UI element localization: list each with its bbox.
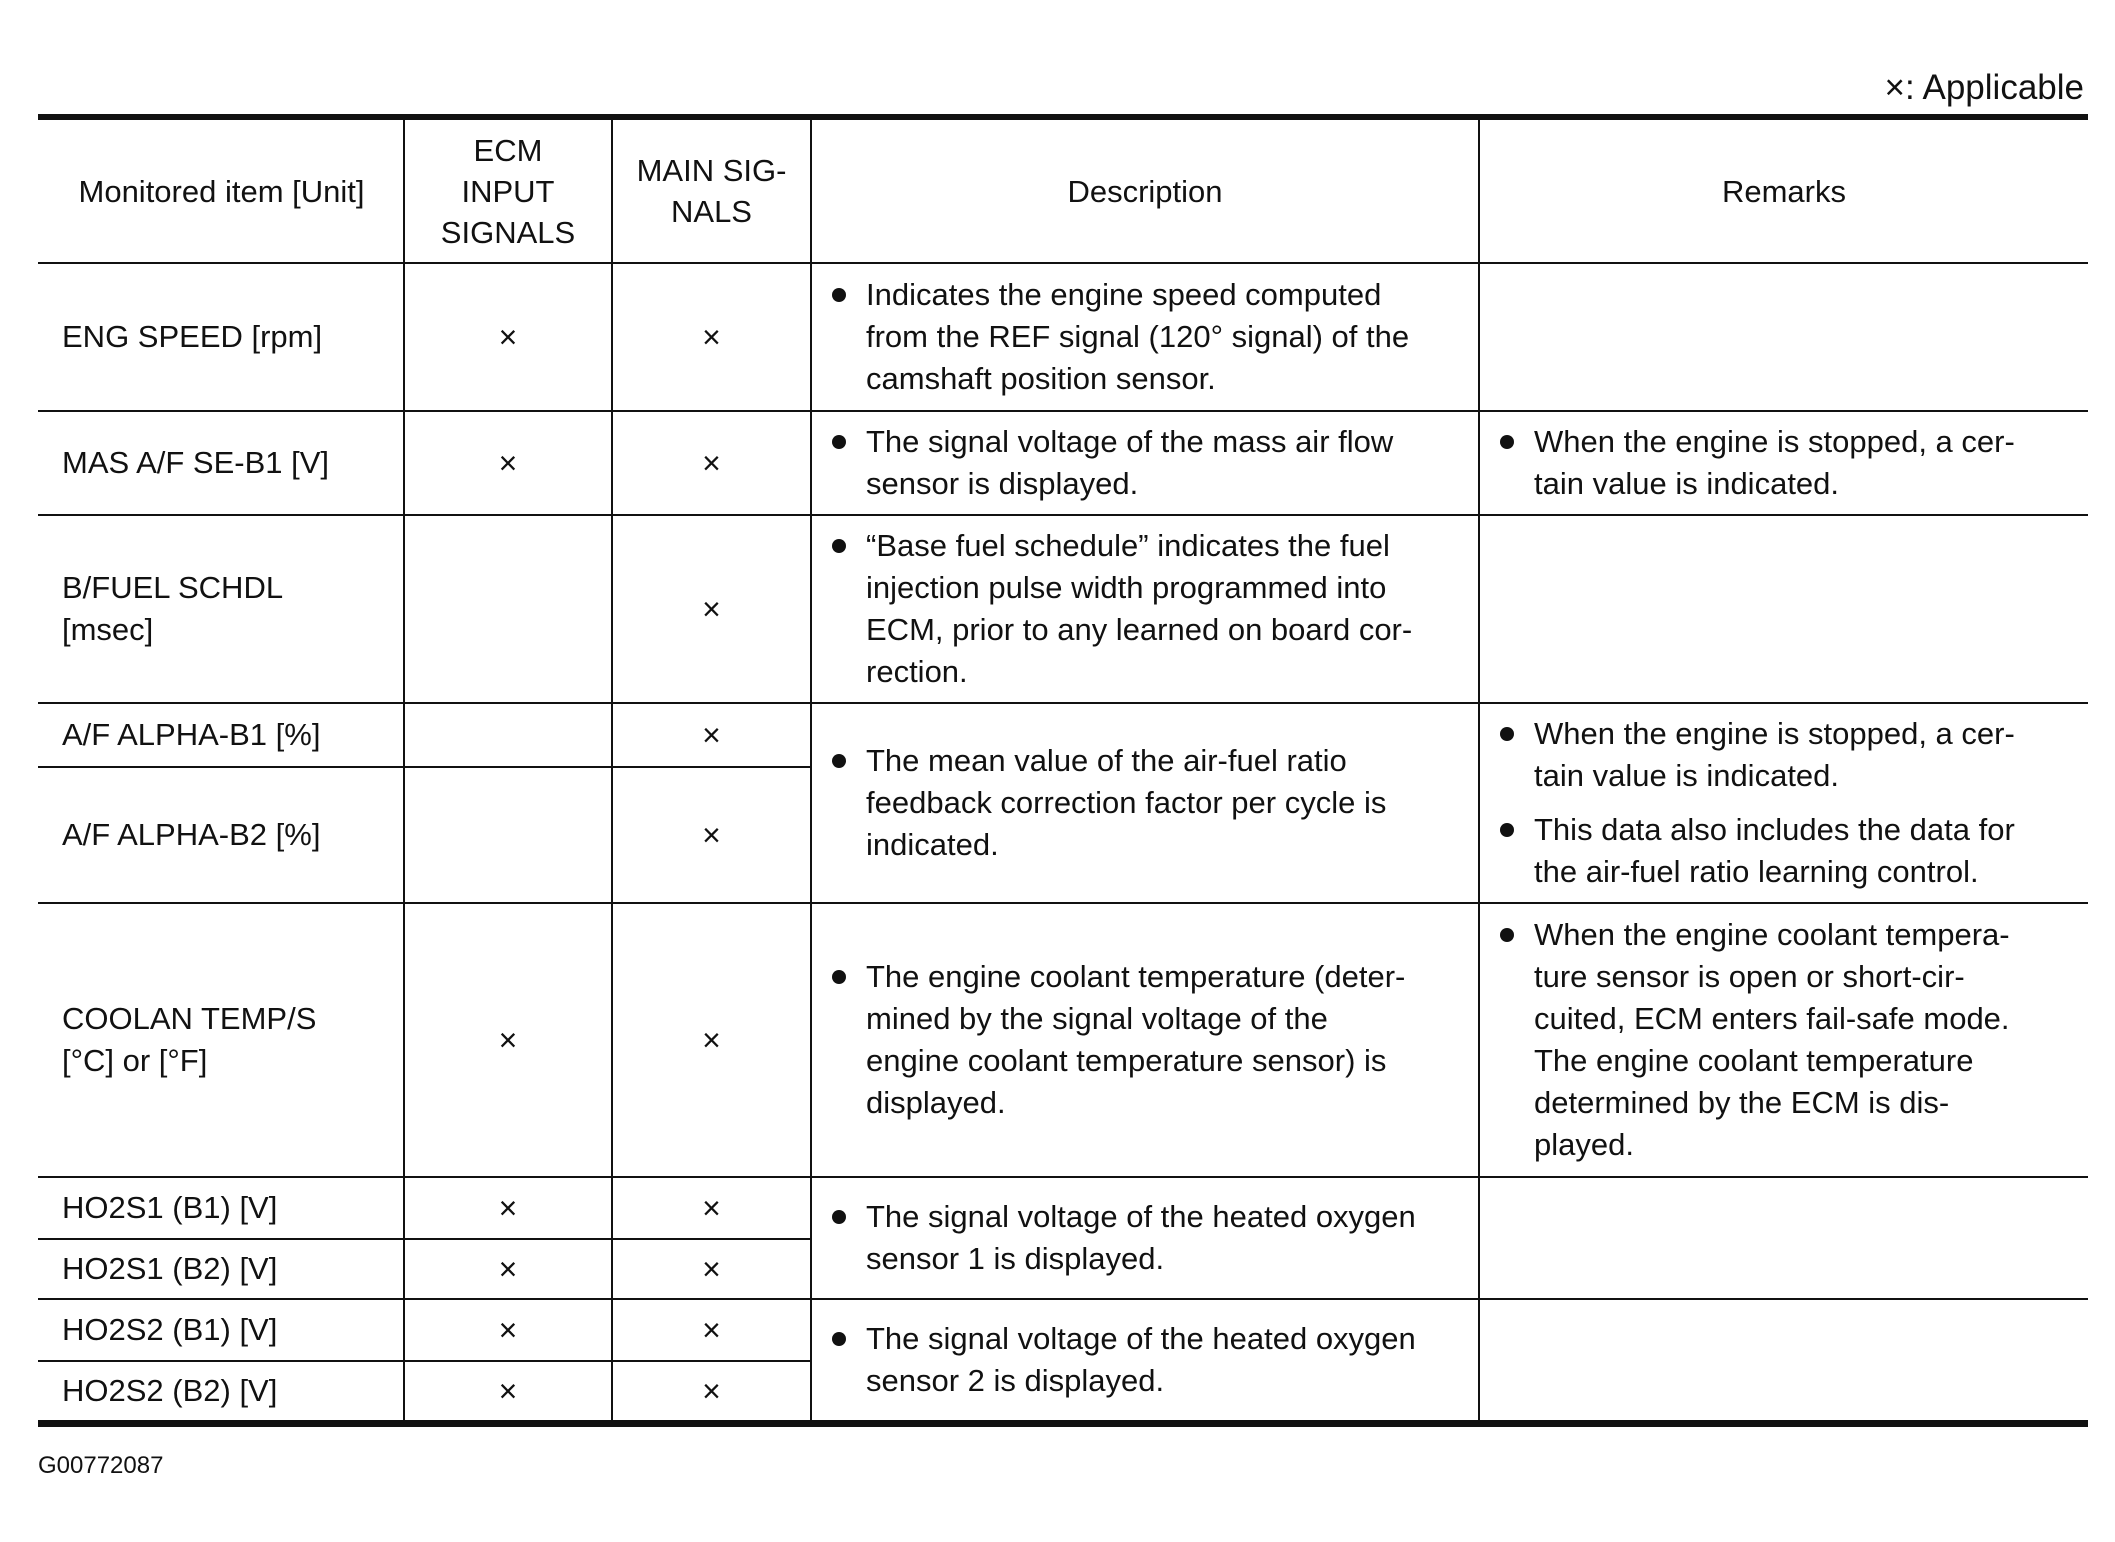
main-signal-mark: × — [702, 1190, 721, 1226]
legend-applicable: ×: Applicable — [1884, 68, 2084, 107]
item-ho2s1-b2: HO2S1 (B2) [V] — [62, 1251, 278, 1286]
main-signal-mark: × — [702, 445, 721, 481]
header-remarks: Remarks — [1721, 173, 1846, 209]
main-signal-mark: × — [702, 1312, 721, 1348]
document-id: G00772087 — [38, 1452, 164, 1479]
header-main-signals: MAIN SIG- NALS — [636, 153, 787, 229]
description-b-fuel-schdl: “Base fuel schedule” indicates the fuel injection pulse width programmed into ECM, prior to any learned on board cor- rection. — [832, 516, 1472, 702]
bullet-icon — [1500, 928, 1514, 942]
main-signal-mark: × — [702, 717, 721, 753]
item-af-alpha-b1: A/F ALPHA-B1 [%] — [62, 717, 321, 752]
header-monitored-item: Monitored item [Unit] — [78, 173, 365, 209]
bullet-icon — [832, 435, 846, 449]
main-signal-mark: × — [702, 1373, 721, 1409]
bullet-icon — [832, 539, 846, 553]
bullet-icon — [1500, 435, 1514, 449]
main-signal-mark: × — [702, 1251, 721, 1287]
main-signal-mark: × — [702, 319, 721, 355]
item-eng-speed: ENG SPEED [rpm] — [62, 319, 323, 354]
bullet-icon — [1500, 727, 1514, 741]
item-ho2s1-b1: HO2S1 (B1) [V] — [62, 1190, 278, 1225]
description-af-alpha: The mean value of the air-fuel ratio feedback correction factor per cycle is indicated. — [832, 704, 1472, 902]
ecm-input-mark: × — [498, 1312, 518, 1348]
bullet-icon — [832, 288, 846, 302]
description-mas-af: The signal voltage of the mass air flow sensor is displayed. — [832, 412, 1472, 514]
col-divider — [810, 120, 812, 1420]
item-ho2s2-b2: HO2S2 (B2) [V] — [62, 1373, 278, 1408]
table-bottom-rule — [38, 1420, 2088, 1427]
description-ho2s2: The signal voltage of the heated oxygen sensor 2 is displayed. — [832, 1300, 1472, 1420]
remarks-af-alpha: When the engine is stopped, a cer- tain value is indicated. This data also includes the data for the air-fuel ratio learning control. — [1500, 704, 2080, 902]
item-ho2s2-b1: HO2S2 (B1) [V] — [62, 1312, 278, 1347]
main-signal-mark: × — [702, 817, 721, 853]
description-eng-speed: Indicates the engine speed computed from the REF signal (120° signal) of the camshaft position sensor. — [832, 264, 1472, 410]
main-signal-mark: × — [702, 1022, 721, 1058]
ecm-input-mark: × — [498, 319, 518, 355]
ecm-input-mark: × — [498, 1251, 518, 1287]
remark-coolan-temp: When the engine coolant tempera- ture sensor is open or short-cir- cuited, ECM enters fail-safe mode. The engine coolant temperature determined by the ECM is dis- played. — [1500, 904, 2080, 1176]
main-signal-mark: × — [702, 591, 721, 627]
ecm-input-mark: × — [498, 1190, 518, 1226]
ecm-input-mark: × — [498, 1373, 518, 1409]
header-description: Description — [1067, 173, 1223, 209]
col-divider — [1478, 120, 1480, 1420]
ecm-input-mark: × — [498, 445, 518, 481]
remark-mas-af: When the engine is stopped, a cer- tain value is indicated. — [1500, 412, 2080, 514]
item-coolan-temp: COOLAN TEMP/S [°C] or [°F] — [62, 1001, 317, 1078]
item-af-alpha-b2: A/F ALPHA-B2 [%] — [62, 817, 321, 852]
item-mas-af: MAS A/F SE-B1 [V] — [62, 445, 330, 480]
description-ho2s1: The signal voltage of the heated oxygen sensor 1 is displayed. — [832, 1178, 1472, 1298]
bullet-icon — [832, 1210, 846, 1224]
header-ecm-input-signals: ECM INPUT SIGNALS — [440, 132, 576, 250]
ecm-input-mark: × — [498, 1022, 518, 1058]
bullet-icon — [1500, 823, 1514, 837]
item-b-fuel-schdl: B/FUEL SCHDL [msec] — [62, 570, 284, 647]
description-coolan-temp: The engine coolant temperature (deter- mined by the signal voltage of the engine coolant temperature sensor) is displayed. — [832, 904, 1472, 1176]
bullet-icon — [832, 970, 846, 984]
bullet-icon — [832, 1332, 846, 1346]
bullet-icon — [832, 754, 846, 768]
